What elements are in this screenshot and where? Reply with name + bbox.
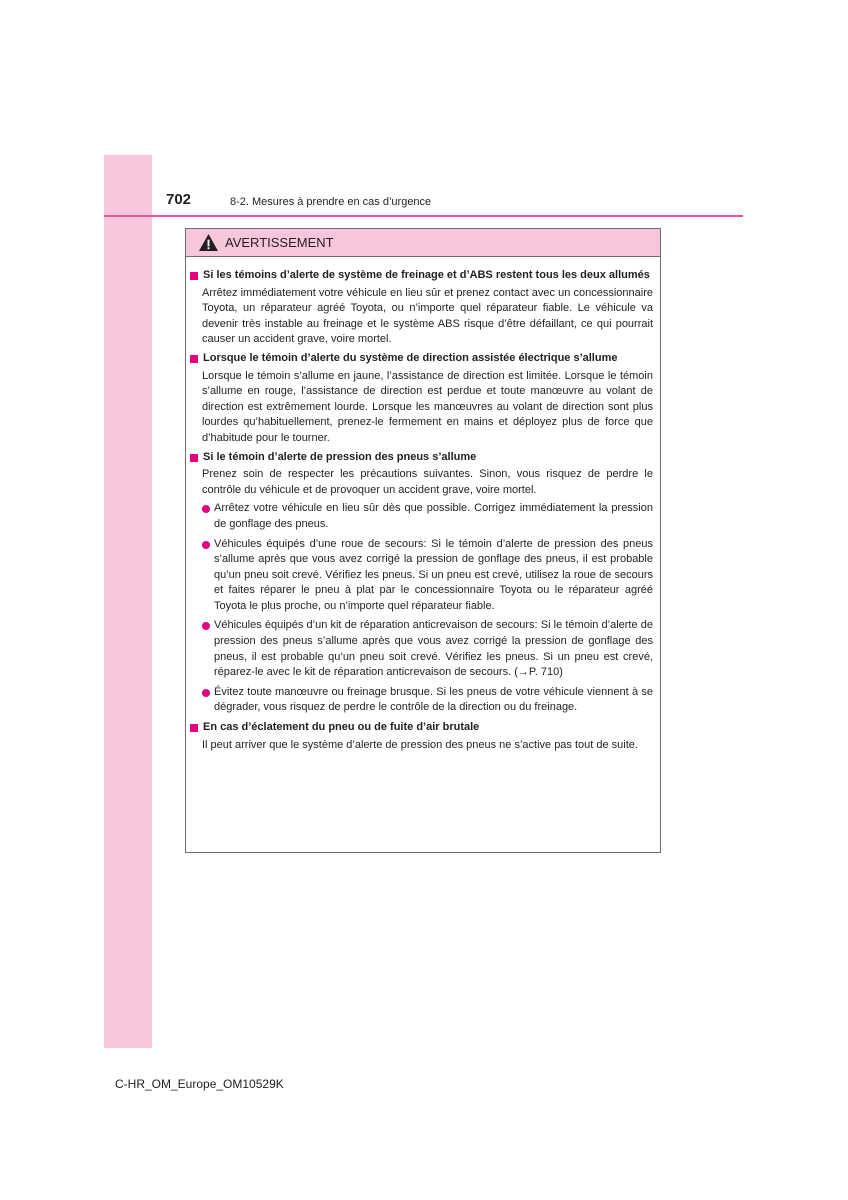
- document-code: C-HR_OM_Europe_OM10529K: [115, 1077, 284, 1091]
- list-item-text: Arrêtez votre véhicule en lieu sûr dès que possible. Corrigez immédiatement la pression de gonflage des pneus.: [214, 502, 653, 530]
- round-bullet-icon: [202, 622, 210, 630]
- heading-text: En cas d’éclatement du pneu ou de fuite d’air brutale: [203, 721, 480, 734]
- side-tab-band: [104, 155, 152, 1048]
- list-item-text: Évitez toute manœuvre ou freinage brusque. Si les pneus de votre véhicule viennent à se dégrader, vous risquez de perdre le contrôle de la direction ou du freinage.: [214, 685, 653, 714]
- list-item: [202, 618, 653, 680]
- square-bullet-icon: [190, 454, 198, 462]
- round-bullet-icon: [202, 505, 210, 513]
- warning-paragraph: Prenez soin de respecter les précautions suivantes. Sinon, vous risquez de perdre le contrôle du véhicule et de provoquer un accident grave, voire mortel.: [202, 468, 653, 496]
- header-rule: [104, 215, 743, 217]
- square-bullet-icon: [190, 355, 198, 363]
- warning-body: [186, 257, 660, 753]
- warning-triangle-icon: [198, 233, 219, 252]
- warning-heading: [190, 720, 653, 736]
- list-item-text: Véhicules équipés d’une roue de secours: Si le témoin d’alerte de pression des pneus s’allume après que vous avez corrigé la pression de gonflage des pneus, il est probable qu’un pneu soit crevé. Vérifiez les pneus. Si un pneu est crevé, utilisez la roue de secours et faites réparer le pneu à plat par le concessionnaire Toyota ou le réparateur agréé Toyota le plus proche, ou n’importe quel réparateur fiable.: [214, 537, 653, 612]
- square-bullet-icon: [190, 724, 198, 732]
- list-item: [202, 501, 653, 532]
- warning-title: AVERTISSEMENT: [225, 235, 334, 250]
- warning-paragraph: Arrêtez immédiatement votre véhicule en lieu sûr et prenez contact avec un concessionnaire Toyota, un réparateur agréé Toyota, ou n’importe quel réparateur fiable. Le véhicule va devenir très instable au freinage et le système ABS risque d’être défaillant, ce qui pourrait causer un accident grave, voire mortel.: [202, 286, 653, 346]
- warning-heading: [190, 450, 653, 466]
- section-title: 8-2. Mesures à prendre en cas d’urgence: [230, 196, 432, 208]
- warning-paragraph: Lorsque le témoin s’allume en jaune, l’assistance de direction est limitée. Lorsque le témoin s’allume en rouge, l’assistance de direction est perdue et toute manœuvre au volant de direction est extrêmement lourde. Lorsque les manœuvres au volant de direction sont plus lourdes qu’habituellement, prenez-le fermement en mains et déployez plus de force que d’habitude pour le tourner.: [202, 369, 653, 444]
- list-item: [202, 537, 653, 615]
- warning-heading: [190, 351, 653, 367]
- list-item: [202, 685, 653, 716]
- heading-text: Lorsque le témoin d’alerte du système de direction assistée électrique s’allume: [203, 351, 618, 364]
- heading-text: Si les témoins d’alerte de système de freinage et d’ABS restent tous les deux allumés: [203, 269, 650, 281]
- round-bullet-icon: [202, 689, 210, 697]
- page-number: 702: [166, 191, 192, 208]
- square-bullet-icon: [190, 272, 198, 280]
- warning-heading: [190, 268, 653, 284]
- round-bullet-icon: [202, 541, 210, 549]
- warning-box: [185, 228, 661, 853]
- list-item-text: Véhicules équipés d’un kit de réparation anticrevaison de secours: Si le témoin d’alerte de pression des pneus s’allume après que vous avez corrigé la pression de gonflage des pneus, il est probable qu’un pneu soit crevé. Vérifiez les pneus. Si un pneu est crevé, réparez-le avec le kit de réparation anticrevaison de secours. (→P. 710): [214, 619, 653, 679]
- warning-header: [186, 229, 660, 257]
- heading-text: Si le témoin d’alerte de pression des pneus s’allume: [203, 450, 477, 463]
- warning-paragraph: Il peut arriver que le système d’alerte de pression des pneus ne s’active pas tout de suite.: [202, 738, 638, 751]
